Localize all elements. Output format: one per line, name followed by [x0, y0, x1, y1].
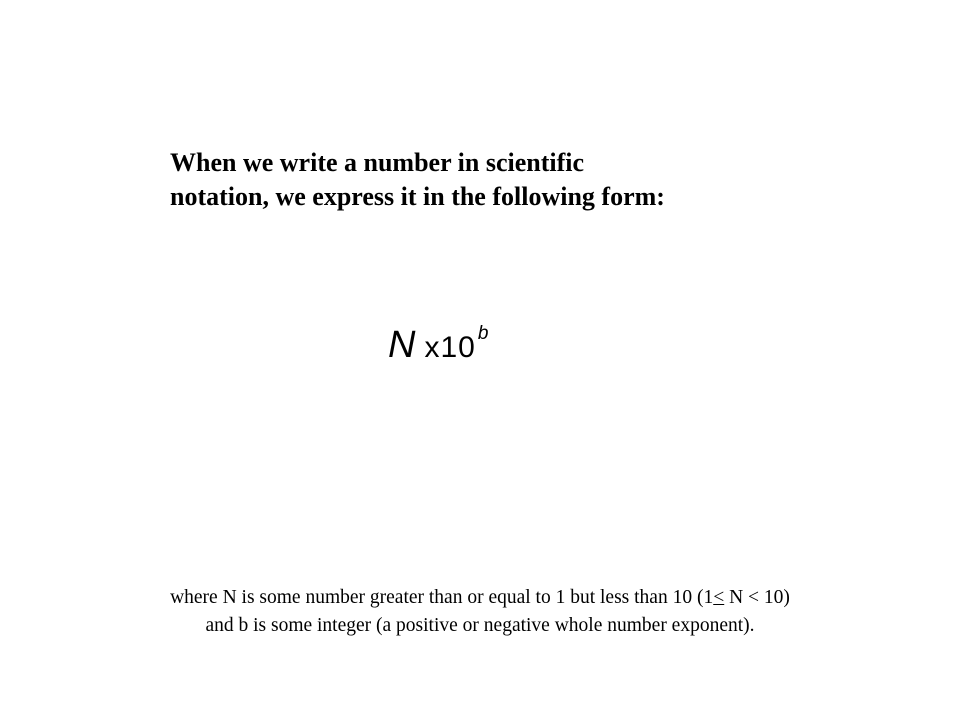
heading-line-2: notation, we express it in the following form: — [170, 182, 665, 211]
footnote-leq-symbol: < — [713, 587, 725, 608]
formula-base-variable: N — [388, 324, 417, 366]
slide-footnote — [0, 584, 960, 640]
footnote-line-1-end: N < 10) — [724, 587, 790, 608]
slide-heading — [170, 146, 665, 214]
formula-times-ten: x10 — [424, 331, 476, 364]
footnote-line-1-start: where N is some number greater than or equal to 1 but less than 10 (1 — [170, 587, 714, 608]
scientific-notation-formula — [388, 320, 489, 377]
footnote-line-2: and b is some integer (a positive or negative whole number exponent). — [205, 615, 755, 636]
footnote-line-1 — [0, 584, 960, 612]
formula-exponent: b — [477, 323, 490, 344]
heading-line-1: When we write a number in scientific — [170, 148, 585, 177]
